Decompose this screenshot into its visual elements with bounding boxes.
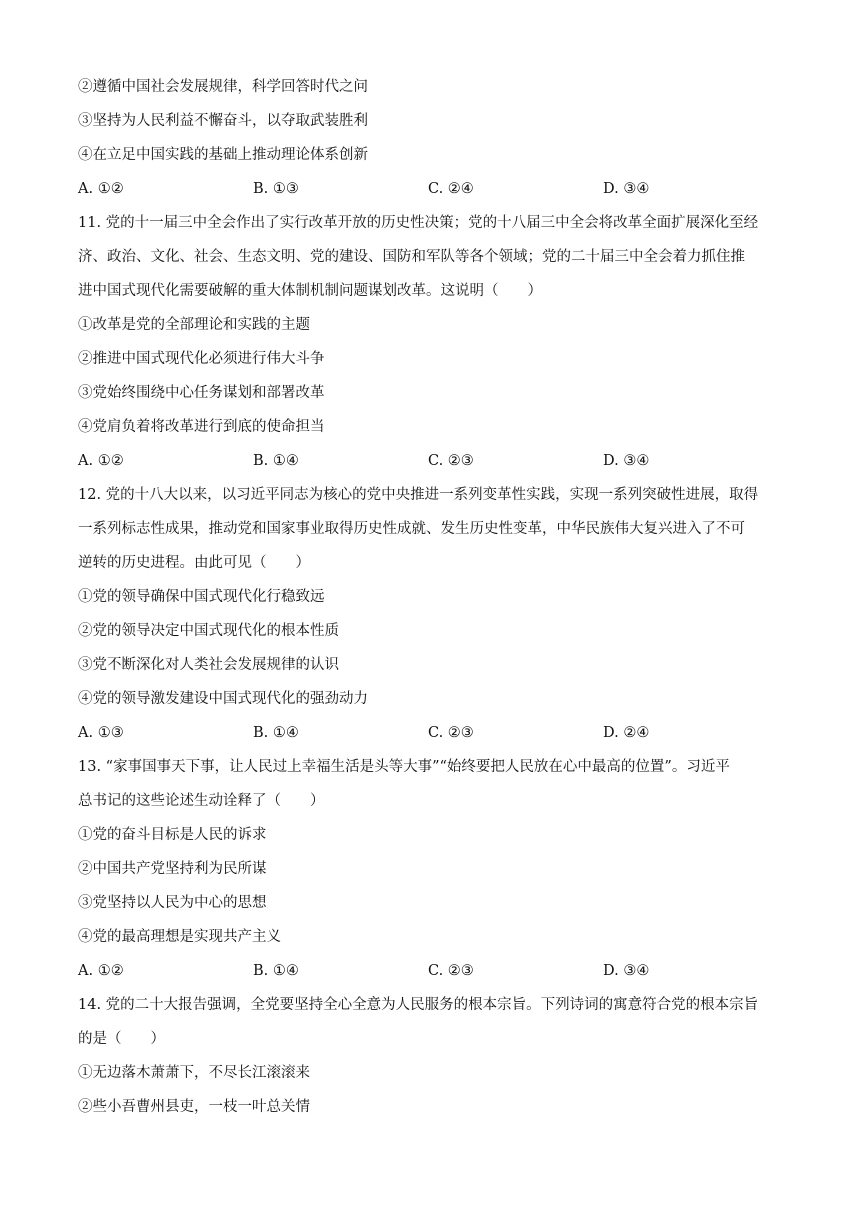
option-a: A. ①② — [78, 963, 124, 979]
option-c: C. ②③ — [428, 725, 474, 741]
option-b: B. ①③ — [253, 181, 299, 197]
statement-item: ③党始终围绕中心任务谋划和部署改革 — [78, 385, 325, 401]
top-items — [78, 70, 790, 172]
question-stem-line: 一系列标志性成果，推动党和国家事业取得历史性成就、发生历史性变革，中华民族伟大复兴进入了不可 — [78, 521, 745, 537]
option-c: C. ②③ — [428, 453, 474, 469]
answer-options — [78, 716, 790, 750]
option-c: C. ②③ — [428, 963, 474, 979]
question-stem-line: 13. “家事国事天下事，让人民过上幸福生活是头等大事”“始终要把人民放在心中最高的位置”。习近平 — [78, 759, 730, 775]
question-stem-line: 进中国式现代化需要破解的重大体制机制问题谋划改革。这说明（ ） — [78, 283, 542, 299]
statement-item: ③党不断深化对人类社会发展规律的认识 — [78, 657, 339, 673]
option-a: A. ①③ — [78, 725, 124, 741]
document-page — [78, 70, 790, 1124]
option-a: A. ①② — [78, 453, 124, 469]
question-stem-line: 11. 党的十一届三中全会作出了实行改革开放的历史性决策；党的十八届三中全会将改革全面扩展深化至经 — [78, 215, 759, 231]
question-13 — [78, 750, 790, 988]
option-b: B. ①④ — [253, 725, 299, 741]
option-a: A. ①② — [78, 181, 124, 197]
statement-item: ①党的奋斗目标是人民的诉求 — [78, 827, 267, 843]
option-d: D. ③④ — [603, 181, 650, 197]
question-stem-line: 总书记的这些论述生动诠释了（ ） — [78, 793, 325, 809]
question-stem-line: 14. 党的二十大报告强调，全党要坚持全心全意为人民服务的根本宗旨。下列诗词的寓意符合党的根本宗旨 — [78, 997, 759, 1013]
option-d: D. ③④ — [603, 963, 650, 979]
statement-item: ②遵循中国社会发展规律，科学回答时代之问 — [78, 79, 368, 95]
statement-item: ①无边落木萧萧下，不尽长江滚滚来 — [78, 1065, 310, 1081]
statement-item: ④党的最高理想是实现共产主义 — [78, 929, 281, 945]
option-d: D. ②④ — [603, 725, 650, 741]
statement-item: ②中国共产党坚持利为民所谋 — [78, 861, 267, 877]
option-c: C. ②④ — [428, 181, 474, 197]
option-b: B. ①④ — [253, 963, 299, 979]
statement-item: ②党的领导决定中国式现代化的根本性质 — [78, 623, 339, 639]
question-stem-line: 12. 党的十八大以来，以习近平同志为核心的党中央推进一系列变革性实践，实现一系列突破性进展，取得 — [78, 487, 759, 503]
question-14 — [78, 988, 790, 1124]
statement-item: ③党坚持以人民为中心的思想 — [78, 895, 267, 911]
option-d: D. ③④ — [603, 453, 650, 469]
question-stem-line: 的是（ ） — [78, 1031, 165, 1047]
option-b: B. ①④ — [253, 453, 299, 469]
question-12 — [78, 478, 790, 750]
question-stem-line: 逆转的历史进程。由此可见（ ） — [78, 555, 310, 571]
answer-options — [78, 954, 790, 988]
question-stem-line: 济、政治、文化、社会、生态文明、党的建设、国防和军队等各个领域；党的二十届三中全会着力抓住推 — [78, 249, 745, 265]
statement-item: ④党的领导激发建设中国式现代化的强劲动力 — [78, 691, 368, 707]
statement-item: ③坚持为人民利益不懈奋斗，以夺取武装胜利 — [78, 113, 368, 129]
answer-options — [78, 444, 790, 478]
statement-item: ④在立足中国实践的基础上推动理论体系创新 — [78, 147, 368, 163]
statement-item: ①改革是党的全部理论和实践的主题 — [78, 317, 310, 333]
statement-item: ①党的领导确保中国式现代化行稳致远 — [78, 589, 325, 605]
statement-item: ②些小吾曹州县吏，一枝一叶总关情 — [78, 1099, 310, 1115]
statement-item: ②推进中国式现代化必须进行伟大斗争 — [78, 351, 325, 367]
question-11 — [78, 206, 790, 478]
statement-item: ④党肩负着将改革进行到底的使命担当 — [78, 419, 325, 435]
answer-options — [78, 172, 790, 206]
